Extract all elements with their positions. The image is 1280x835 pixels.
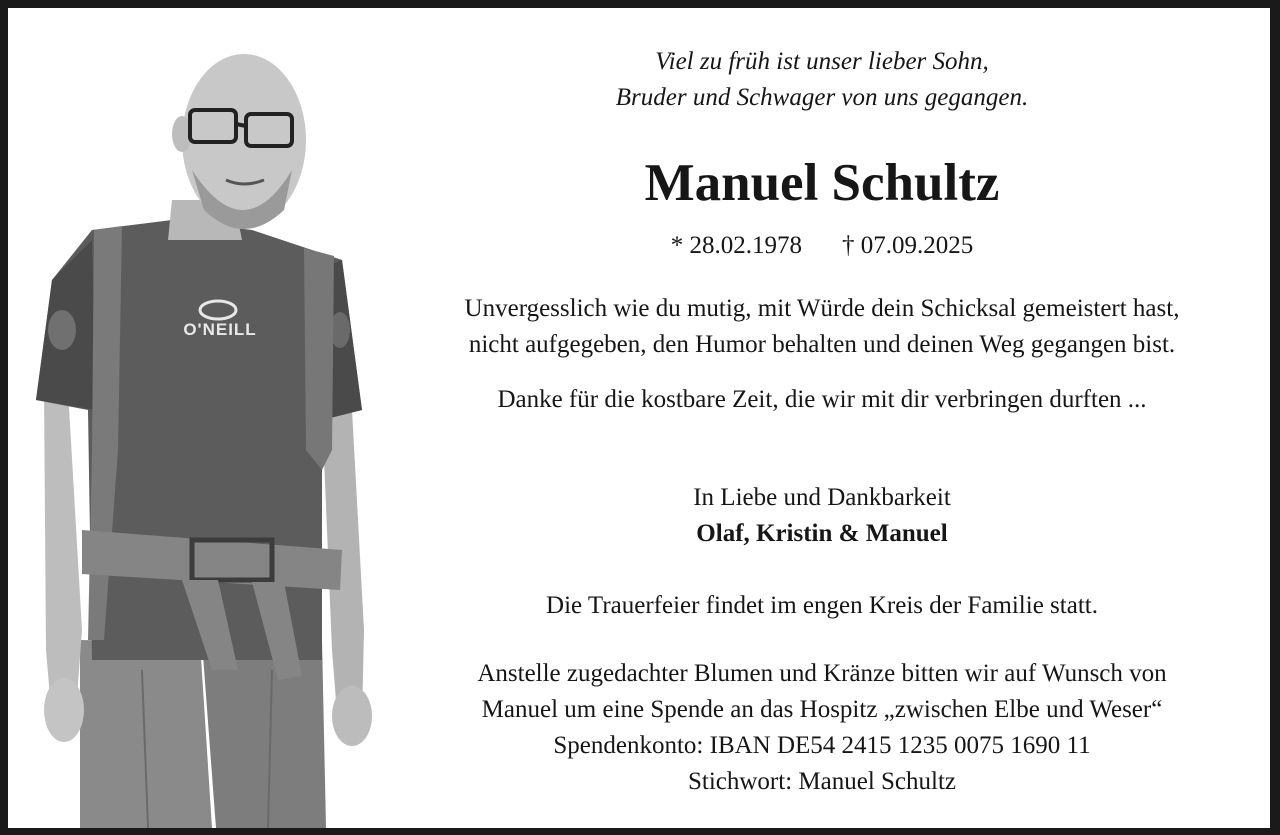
intro-line: Viel zu früh ist unser lieber Sohn, — [655, 48, 989, 75]
tribute-line: nicht aufgegeben, den Humor behalten und deinen Weg gegangen bist. — [468, 331, 1176, 358]
donation-info — [392, 656, 1252, 800]
tribute-text — [392, 291, 1252, 363]
portrait-photo — [22, 30, 372, 828]
signatories: Olaf, Kristin & Manuel — [696, 520, 948, 547]
shirt-brand-print: O'NEILL — [183, 320, 257, 339]
donation-keyword: Stichwort: Manuel Schultz — [687, 768, 957, 795]
donation-line: Anstelle zugedachter Blumen und Kränze bitten wir auf Wunsch von — [477, 660, 1167, 687]
thanks-text: Danke für die kostbare Zeit, die wir mit dir verbringen durften ... — [497, 386, 1147, 413]
funeral-info: Die Trauerfeier findet im engen Kreis der Familie statt. — [546, 592, 1098, 619]
donation-line: Manuel um eine Spende an das Hospitz „zwischen Elbe und Weser“ — [481, 696, 1163, 723]
closing-phrase: In Liebe und Dankbarkeit — [693, 484, 951, 511]
birth-date: * 28.02.1978 — [670, 232, 802, 259]
deceased-name: Manuel Schultz — [644, 154, 1000, 212]
closing-block — [392, 480, 1252, 552]
life-dates — [392, 230, 1252, 262]
obituary-notice — [8, 8, 1270, 828]
intro-line: Bruder und Schwager von uns gegangen. — [615, 84, 1029, 111]
donation-account: Spendenkonto: IBAN DE54 2415 1235 0075 1690 11 — [553, 732, 1091, 759]
death-date: † 07.09.2025 — [842, 232, 974, 259]
tribute-line: Unvergesslich wie du mutig, mit Würde dein Schicksal gemeistert hast, — [464, 295, 1180, 322]
portrait-illustration — [22, 30, 372, 828]
intro-text — [392, 44, 1252, 116]
